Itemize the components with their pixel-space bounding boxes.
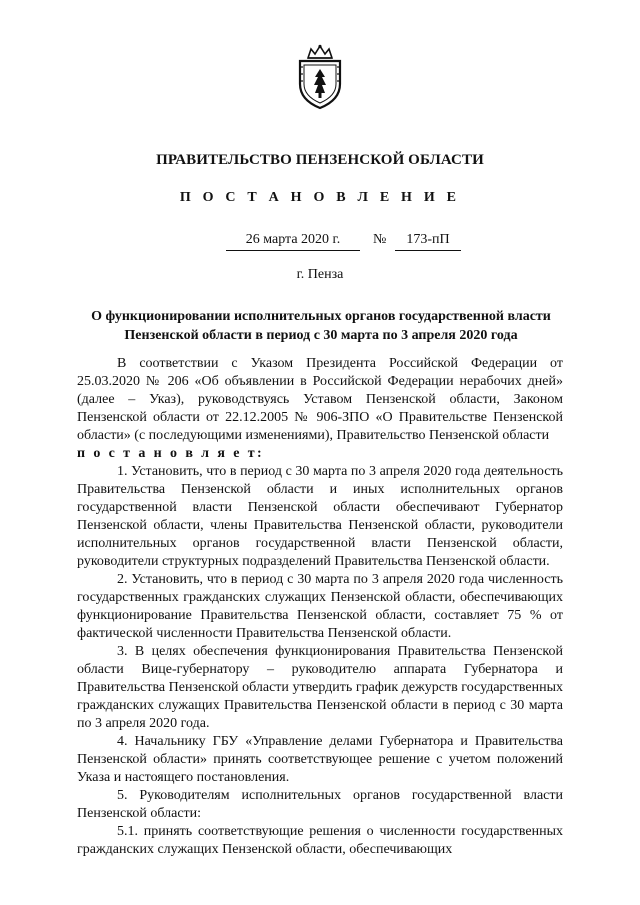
- preamble: В соответствии с Указом Президента Российской Федерации от 25.03.2020 № 206 «Об объявлении в Российской Федерации нерабочих дней» (далее – Указ), руководствуясь Уставом Пензенской области, Законом Пензенской области от 22.12.2005 № 906-ЗПО «О Правительстве Пензенской области» (с последующими изменениями), Правительство Пензенской области: [77, 356, 563, 443]
- document-date: 26 марта 2020 г.: [226, 231, 360, 251]
- document-number: 173-пП: [395, 231, 461, 251]
- resolves-line: [77, 445, 563, 463]
- paragraph-item-1: 1. Установить, что в период с 30 марта по 3 апреля 2020 года деятельность Правительства Пензенской области и иных исполнительных органов государственной власти Пензенской области обеспечивают Губернатор Пензенской области, члены Правительства Пензенской области, руководители исполнительных органов государственной власти Пензенской области, руководители структурных подразделений Правительства Пензенской области.: [77, 464, 563, 569]
- paragraph-item-2: 2. Установить, что в период с 30 марта по 3 апреля 2020 года численность государственных гражданских служащих Пензенской области, обеспечивающих функционирование Правительства Пензенской области, составляет 75 % от фактической численности Правительства Пензенской области.: [77, 572, 563, 641]
- coat-of-arms-icon: [294, 44, 346, 110]
- government-title: ПРАВИТЕЛЬСТВО ПЕНЗЕНСКОЙ ОБЛАСТИ: [156, 152, 484, 168]
- number-sign: №: [373, 232, 387, 247]
- paragraph-item-5-1: 5.1. принять соответствующие решения о численности государственных гражданских служащих Пензенской области, обеспечивающих: [77, 824, 563, 857]
- date-number-line: [0, 231, 640, 253]
- resolves-word: п о с т а н о в л я е т:: [77, 446, 265, 461]
- document-type: П О С Т А Н О В Л Е Н И Е: [179, 190, 461, 205]
- document-subject: [80, 307, 562, 345]
- paragraph-item-4: 4. Начальнику ГБУ «Управление делами Губернатора и Правительства Пензенской области» принять соответствующее решение с учетом положений Указа и настоящего постановления.: [77, 734, 563, 785]
- document-body: [77, 355, 563, 859]
- city: г. Пенза: [296, 267, 344, 282]
- paragraph-item-3: 3. В целях обеспечения функционирования Правительства Пензенской области Вице-губернатору – руководителю аппарата Губернатора и Правительства Пензенской области утвердить график дежурств государственных гражданских служащих Правительства Пензенской области в период с 30 марта по 3 апреля 2020 года.: [77, 644, 563, 731]
- subject-line-2: Пензенской области в период с 30 марта по 3 апреля 2020 года: [124, 328, 518, 343]
- subject-line-1: О функционировании исполнительных органов государственной власти: [91, 309, 551, 324]
- paragraph-item-5: 5. Руководителям исполнительных органов государственной власти Пензенской области:: [77, 788, 563, 821]
